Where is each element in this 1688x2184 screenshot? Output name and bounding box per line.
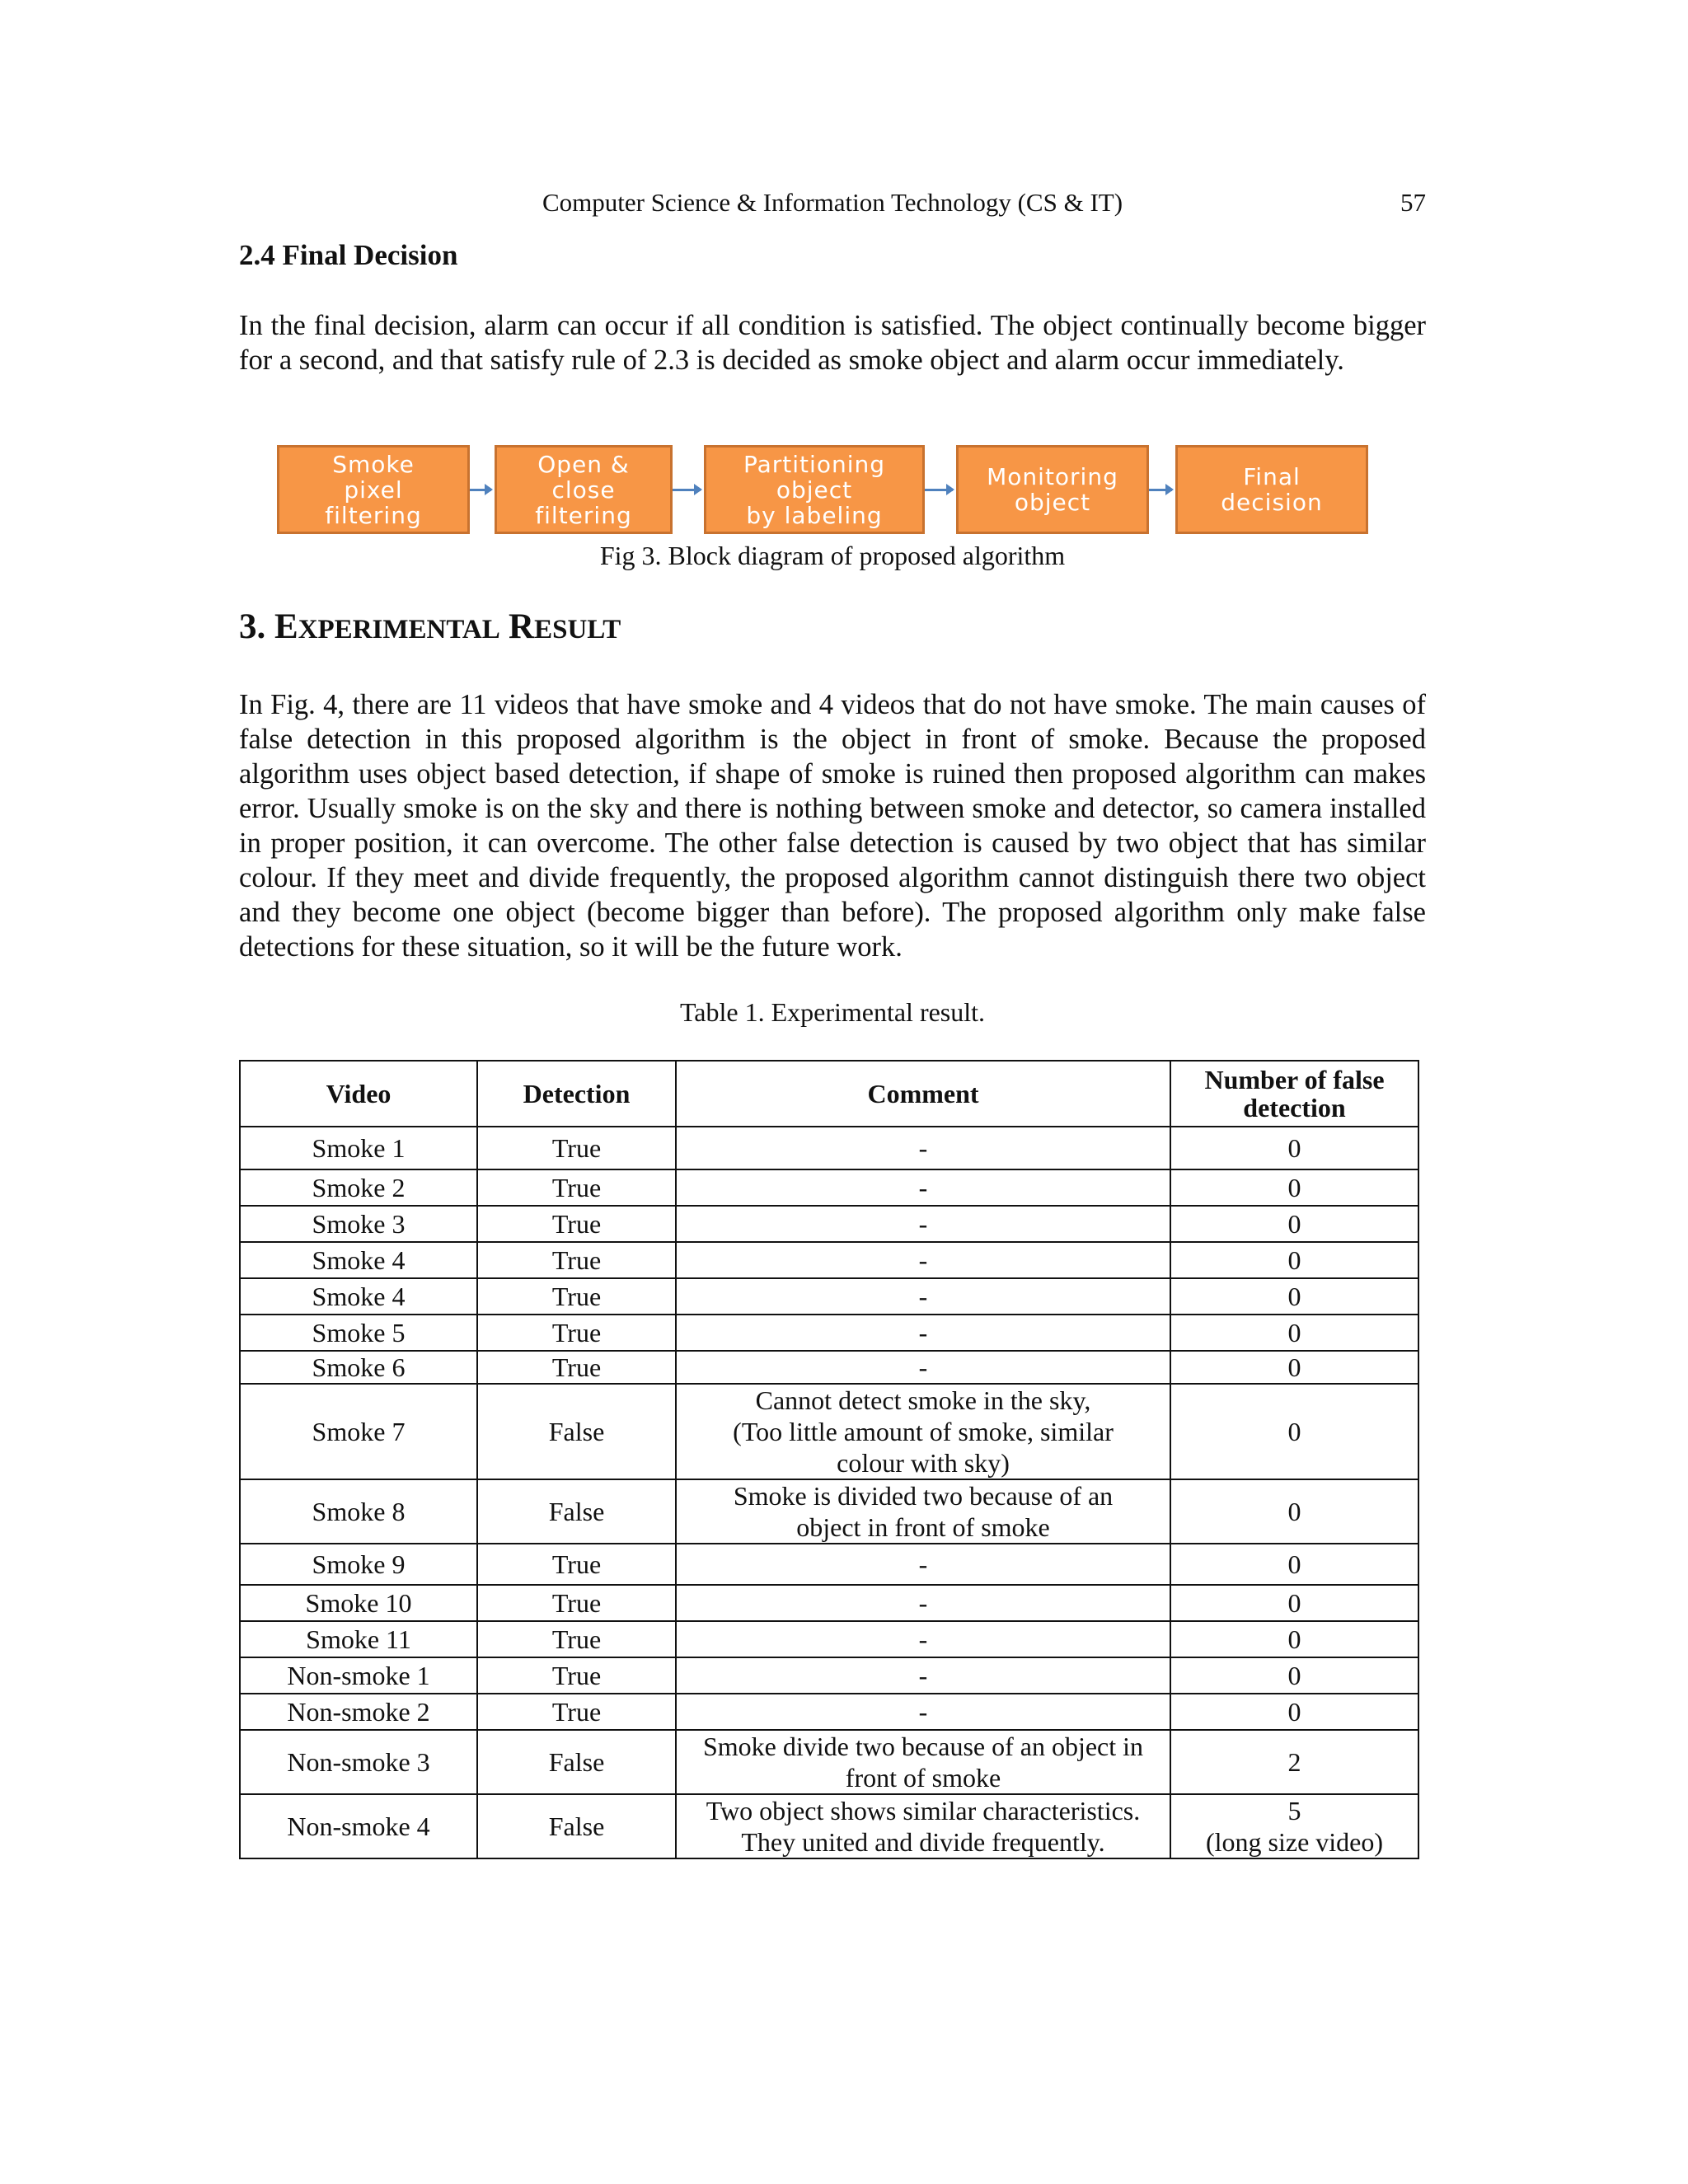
false-detection-line: 2 <box>1287 1747 1301 1777</box>
cell-detection: True <box>477 1657 676 1694</box>
false-detection-line: 0 <box>1287 1624 1301 1654</box>
cell-comment <box>676 1621 1170 1657</box>
cell-video: Smoke 6 <box>240 1351 477 1384</box>
false-detection-line: 5 <box>1287 1796 1301 1825</box>
cell-false-detection <box>1170 1242 1418 1278</box>
cell-false-detection <box>1170 1206 1418 1242</box>
false-detection-line: 0 <box>1287 1133 1301 1163</box>
cell-detection: True <box>477 1278 676 1315</box>
cell-video: Smoke 4 <box>240 1278 477 1315</box>
results-table <box>239 1060 1419 1859</box>
comment-line: Two object shows similar characteristics. <box>706 1796 1141 1825</box>
false-detection-line: 0 <box>1287 1318 1301 1347</box>
table-row <box>240 1242 1418 1278</box>
diagram-block-line: Smoke <box>332 450 415 478</box>
cell-false-detection <box>1170 1384 1418 1479</box>
diagram-block-label <box>987 464 1118 515</box>
flow-arrow <box>925 489 953 491</box>
section-heading-2-4: 2.4 Final Decision <box>239 239 458 271</box>
header-video: Video <box>240 1061 477 1127</box>
cell-false-detection <box>1170 1351 1418 1384</box>
cell-detection: False <box>477 1730 676 1794</box>
table-row <box>240 1169 1418 1206</box>
cell-video: Non-smoke 3 <box>240 1730 477 1794</box>
diagram-block-line: filtering <box>535 501 632 529</box>
table-header-row <box>240 1061 1418 1127</box>
comment-line: - <box>918 1282 928 1311</box>
experimental-result-paragraph: In Fig. 4, there are 11 videos that have smoke and 4 videos that do not have smoke. The main causes of false detection in this proposed algorithm is the object in front of smoke. Because the proposed algorithm uses object based detection, if shape of smoke is ruined then proposed algorithm can makes error. Usually smoke is on the sky and there is nothing between smoke and detector, so camera installed in proper position, it can overcome. The other false detection is caused by two object that has similar colour. If they meet and divide frequently, the proposed algorithm cannot distinguish there two object and they become one object (become bigger than before). The proposed algorithm only make false detections for these situation, so it will be the future work. <box>239 689 1426 963</box>
section-heading-3 <box>239 607 621 647</box>
cell-detection: True <box>477 1127 676 1169</box>
journal-title: Computer Science & Information Technology (CS & IT) <box>542 188 1123 217</box>
cell-video: Smoke 11 <box>240 1621 477 1657</box>
cell-false-detection <box>1170 1278 1418 1315</box>
false-detection-line: 0 <box>1287 1549 1301 1579</box>
block-diagram <box>277 445 1398 536</box>
diagram-block-line: decision <box>1221 489 1323 516</box>
diagram-block-label <box>535 452 631 528</box>
diagram-block-label <box>325 452 421 528</box>
table-row <box>240 1621 1418 1657</box>
cell-comment <box>676 1169 1170 1206</box>
table-row <box>240 1585 1418 1621</box>
comment-line: They united and divide frequently. <box>741 1827 1105 1857</box>
comment-line: - <box>918 1209 928 1239</box>
comment-line: - <box>918 1245 928 1275</box>
diagram-block-line: object <box>776 476 853 504</box>
cell-false-detection <box>1170 1694 1418 1730</box>
cell-video: Smoke 7 <box>240 1384 477 1479</box>
false-detection-line: 0 <box>1287 1588 1301 1618</box>
comment-line: - <box>918 1318 928 1347</box>
false-detection-line: 0 <box>1287 1173 1301 1202</box>
heading-number: 3. <box>239 607 274 646</box>
diagram-block-label <box>1221 464 1322 515</box>
comment-line: - <box>918 1661 928 1690</box>
header-comment: Comment <box>676 1061 1170 1127</box>
cell-false-detection <box>1170 1315 1418 1351</box>
cell-detection: True <box>477 1242 676 1278</box>
header-false-detection: Number of false detection <box>1170 1061 1418 1127</box>
comment-line: (Too little amount of smoke, similar <box>733 1417 1114 1446</box>
diagram-block-line: Monitoring <box>987 463 1118 490</box>
cell-detection: True <box>477 1544 676 1585</box>
cell-comment <box>676 1206 1170 1242</box>
table-row <box>240 1206 1418 1242</box>
page-number: 57 <box>1400 188 1426 217</box>
comment-line: - <box>918 1352 928 1382</box>
table-row <box>240 1479 1418 1544</box>
cell-detection: True <box>477 1351 676 1384</box>
running-header <box>239 183 1426 224</box>
cell-comment <box>676 1657 1170 1694</box>
cell-detection: False <box>477 1384 676 1479</box>
flow-arrow <box>673 489 701 491</box>
comment-line: - <box>918 1133 928 1163</box>
cell-detection: True <box>477 1315 676 1351</box>
cell-comment <box>676 1479 1170 1544</box>
diagram-block <box>956 445 1149 534</box>
cell-comment <box>676 1694 1170 1730</box>
cell-detection: True <box>477 1206 676 1242</box>
cell-false-detection <box>1170 1169 1418 1206</box>
cell-comment <box>676 1544 1170 1585</box>
cell-comment <box>676 1127 1170 1169</box>
flow-arrow <box>470 489 491 491</box>
diagram-block-line: Final <box>1243 463 1301 490</box>
cell-comment <box>676 1730 1170 1794</box>
header-detection: Detection <box>477 1061 676 1127</box>
comment-line: - <box>918 1588 928 1618</box>
cell-comment <box>676 1278 1170 1315</box>
comment-line: Cannot detect smoke in the sky, <box>755 1385 1091 1415</box>
cell-detection: True <box>477 1585 676 1621</box>
table-row <box>240 1127 1418 1169</box>
diagram-block-line: filtering <box>325 501 422 529</box>
cell-video: Smoke 4 <box>240 1242 477 1278</box>
table-row <box>240 1351 1418 1384</box>
false-detection-line: 0 <box>1287 1209 1301 1239</box>
cell-comment <box>676 1794 1170 1858</box>
cell-video: Smoke 9 <box>240 1544 477 1585</box>
diagram-block <box>277 445 470 534</box>
table-row <box>240 1278 1418 1315</box>
cell-detection: True <box>477 1169 676 1206</box>
comment-line: front of smoke <box>845 1763 1001 1793</box>
false-detection-line: 0 <box>1287 1417 1301 1446</box>
diagram-block-line: object <box>1014 489 1091 516</box>
cell-comment <box>676 1242 1170 1278</box>
heading-rest-2: ESULT <box>534 615 621 644</box>
cell-detection: True <box>477 1694 676 1730</box>
table-row <box>240 1694 1418 1730</box>
false-detection-line: 0 <box>1287 1245 1301 1275</box>
cell-video: Non-smoke 1 <box>240 1657 477 1694</box>
cell-comment <box>676 1585 1170 1621</box>
false-detection-line: 0 <box>1287 1697 1301 1727</box>
comment-line: - <box>918 1173 928 1202</box>
comment-line: object in front of smoke <box>796 1512 1050 1542</box>
diagram-block <box>704 445 925 534</box>
cell-video: Non-smoke 2 <box>240 1694 477 1730</box>
cell-false-detection <box>1170 1479 1418 1544</box>
comment-line: - <box>918 1697 928 1727</box>
table-caption: Table 1. Experimental result. <box>679 997 986 1027</box>
diagram-block <box>1175 445 1368 534</box>
diagram-block-line: pixel <box>344 476 403 504</box>
cell-video: Smoke 10 <box>240 1585 477 1621</box>
false-detection-line: 0 <box>1287 1352 1301 1382</box>
false-detection-line: 0 <box>1287 1282 1301 1311</box>
cell-video: Smoke 3 <box>240 1206 477 1242</box>
diagram-block-line: Partitioning <box>743 450 885 478</box>
diagram-block-line: by labeling <box>746 501 883 529</box>
diagram-block-line: close <box>551 476 616 504</box>
table-body <box>240 1127 1418 1858</box>
cell-detection: False <box>477 1794 676 1858</box>
cell-video: Smoke 5 <box>240 1315 477 1351</box>
cell-comment <box>676 1315 1170 1351</box>
table-row <box>240 1544 1418 1585</box>
false-detection-line: (long size video) <box>1205 1827 1384 1857</box>
comment-line: - <box>918 1549 928 1579</box>
final-decision-paragraph: In the final decision, alarm can occur if all condition is satisfied. The object continually become bigger for a second, and that satisfy rule of 2.3 is decided as smoke object and alarm occur immediately. <box>239 310 1426 376</box>
comment-line: - <box>918 1624 928 1654</box>
comment-line: Smoke is divided two because of an <box>733 1481 1114 1511</box>
table-row <box>240 1730 1418 1794</box>
heading-rest-1: XPERIMENTAL <box>298 615 500 644</box>
cell-comment <box>676 1384 1170 1479</box>
cell-false-detection <box>1170 1730 1418 1794</box>
table-row <box>240 1315 1418 1351</box>
figure-caption: Fig 3. Block diagram of proposed algorithm <box>599 541 1066 570</box>
cell-false-detection <box>1170 1657 1418 1694</box>
cell-false-detection <box>1170 1127 1418 1169</box>
cell-video: Smoke 1 <box>240 1127 477 1169</box>
cell-comment <box>676 1351 1170 1384</box>
cell-false-detection <box>1170 1621 1418 1657</box>
diagram-block-line: Open & <box>537 450 630 478</box>
table-row <box>240 1794 1418 1858</box>
cell-false-detection <box>1170 1794 1418 1858</box>
cell-detection: False <box>477 1479 676 1544</box>
heading-initial-1: E <box>274 607 298 646</box>
comment-line: Smoke divide two because of an object in <box>702 1732 1144 1761</box>
flow-arrow <box>1149 489 1172 491</box>
cell-video: Smoke 8 <box>240 1479 477 1544</box>
cell-detection: True <box>477 1621 676 1657</box>
table-row <box>240 1384 1418 1479</box>
cell-video: Non-smoke 4 <box>240 1794 477 1858</box>
heading-initial-2: R <box>509 607 535 646</box>
cell-false-detection <box>1170 1544 1418 1585</box>
diagram-block-label <box>743 452 885 528</box>
table-row <box>240 1657 1418 1694</box>
cell-video: Smoke 2 <box>240 1169 477 1206</box>
false-detection-line: 0 <box>1287 1497 1301 1526</box>
false-detection-line: 0 <box>1287 1661 1301 1690</box>
cell-false-detection <box>1170 1585 1418 1621</box>
diagram-block <box>495 445 673 534</box>
comment-line: colour with sky) <box>837 1448 1010 1478</box>
